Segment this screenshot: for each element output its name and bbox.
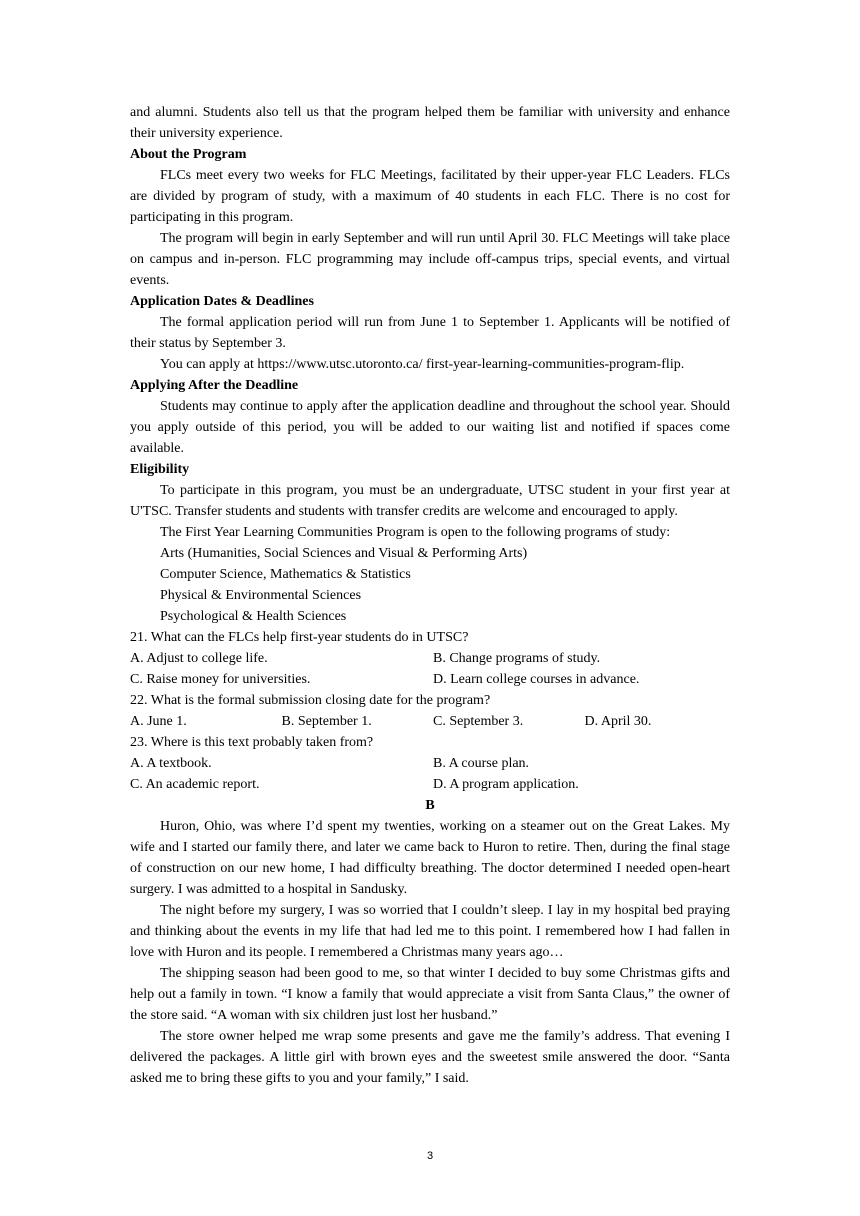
dates-heading: Application Dates & Deadlines <box>130 294 314 309</box>
page-number: 3 <box>426 1150 434 1162</box>
q21-option-d: D. Learn college courses in advance. <box>433 672 640 687</box>
q22-option-c: C. September 3. <box>433 714 524 729</box>
after-deadline-heading: Applying After the Deadline <box>130 378 299 393</box>
list-item: Physical & Environmental Sciences <box>160 588 362 603</box>
q21-options-row-1 <box>130 648 730 669</box>
list-item: Psychological & Health Sciences <box>160 609 347 624</box>
q22-options-row <box>130 711 730 732</box>
q22-option-b: B. September 1. <box>281 714 372 729</box>
q22-option-d: D. April 30. <box>584 714 652 729</box>
q23-option-a: A. A textbook. <box>130 756 212 771</box>
section-b-paragraph-3: The shipping season had been good to me, so that winter I decided to buy some Christmas gifts and help out a family in town. “I know a family that would appreciate a visit from Santa Claus,” the owner of the store said. “A woman with six children just lost her husband.” <box>130 966 730 1023</box>
question-23: 23. Where is this text probably taken from? <box>130 735 374 750</box>
list-item: Computer Science, Mathematics & Statistics <box>160 567 411 582</box>
q23-options-row-1 <box>130 753 730 774</box>
section-b-paragraph-2: The night before my surgery, I was so worried that I couldn’t sleep. I lay in my hospital bed praying and thinking about the events in my life that had led me to this point. I remembered how I had fallen in love with Huron and its people. I remembered a Christmas many years ago… <box>130 903 730 960</box>
section-b-paragraph-1: Huron, Ohio, was where I’d spent my twenties, working on a steamer out on the Great Lakes. My wife and I started our family there, and later we came back to Huron to retire. Then, during the final stage of construction on our new home, I had difficulty breathing. The doctor determined I needed open-heart surgery. I was admitted to a hospital in Sandusky. <box>130 819 730 897</box>
dates-paragraph-1: The formal application period will run from June 1 to September 1. Applicants will be notified of their status by September 3. <box>130 315 730 351</box>
q21-options-row-2 <box>130 669 730 690</box>
q23-options-row-2 <box>130 774 730 795</box>
q22-option-a: A. June 1. <box>130 714 187 729</box>
question-22: 22. What is the formal submission closing date for the program? <box>130 693 491 708</box>
eligibility-paragraph-1: To participate in this program, you must be an undergraduate, UTSC student in your first year at U'TSC. Transfer students and students with transfer credits are welcome and encouraged to apply. <box>130 483 730 519</box>
about-paragraph-2: The program will begin in early September and will run until April 30. FLC Meetings will take place on campus and in-person. FLC programming may include off-campus trips, special events, and virtual events. <box>130 231 730 288</box>
eligibility-heading: Eligibility <box>130 462 190 477</box>
q23-option-b: B. A course plan. <box>433 756 530 771</box>
about-heading: About the Program <box>130 147 247 162</box>
after-deadline-paragraph: Students may continue to apply after the application deadline and throughout the school year. Should you apply outside of this period, you will be added to our waiting list and notified if spaces come available. <box>130 399 730 456</box>
list-item: Arts (Humanities, Social Sciences and Visual & Performing Arts) <box>160 546 528 561</box>
q23-option-d: D. A program application. <box>433 777 579 792</box>
document-page <box>130 102 730 1089</box>
intro-paragraph: and alumni. Students also tell us that the program helped them be familiar with university and enhance their university experience. <box>130 105 730 141</box>
section-b-heading: B <box>425 798 435 813</box>
question-21: 21. What can the FLCs help first-year students do in UTSC? <box>130 630 469 645</box>
section-b-paragraph-4: The store owner helped me wrap some presents and gave me the family’s address. That evening I delivered the packages. A little girl with brown eyes and the sweetest smile answered the door. “Santa asked me to bring these gifts to you and your family,” I said. <box>130 1029 730 1086</box>
dates-paragraph-2: You can apply at https://www.utsc.utoronto.ca/ first-year-learning-communities-program-flip. <box>160 357 685 372</box>
q21-option-b: B. Change programs of study. <box>433 651 601 666</box>
about-paragraph-1: FLCs meet every two weeks for FLC Meetings, facilitated by their upper-year FLC Leaders. FLCs are divided by program of study, with a maximum of 40 students in each FLC. There is no cost for participating in this program. <box>130 168 730 225</box>
q23-option-c: C. An academic report. <box>130 777 260 792</box>
q21-option-a: A. Adjust to college life. <box>130 651 268 666</box>
programs-list <box>130 543 730 627</box>
q21-option-c: C. Raise money for universities. <box>130 672 311 687</box>
eligibility-paragraph-2: The First Year Learning Communities Program is open to the following programs of study: <box>160 525 671 540</box>
